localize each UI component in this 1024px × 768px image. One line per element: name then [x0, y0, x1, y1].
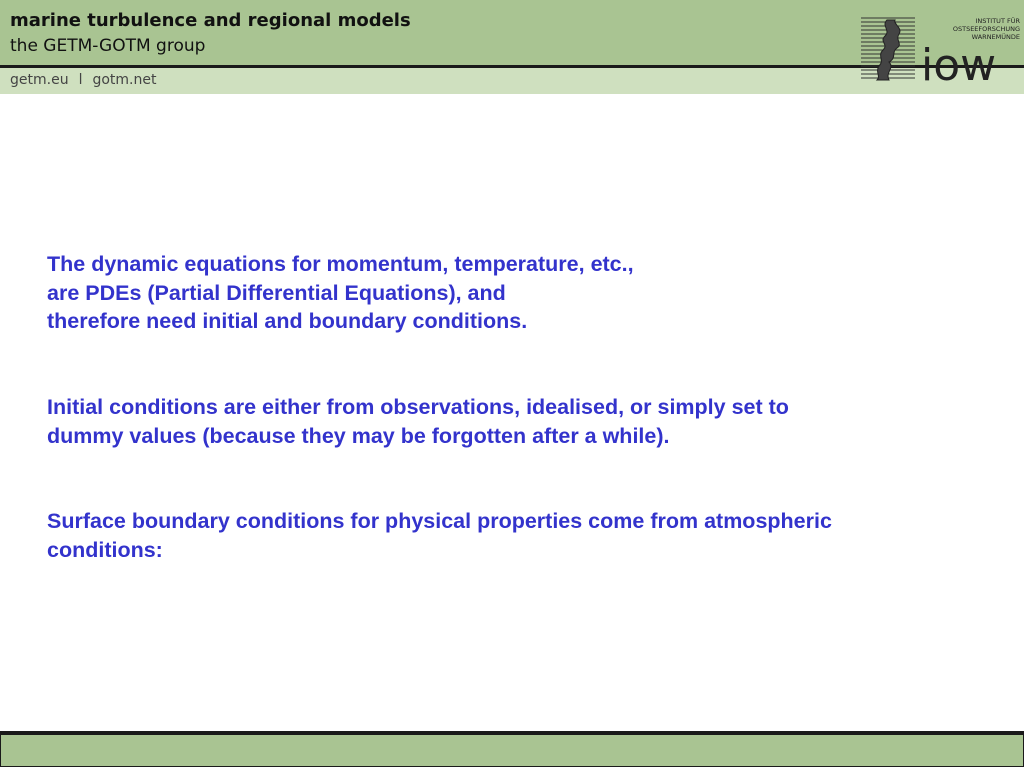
paragraph-line: dummy values (because they may be forgotten after a while). [47, 423, 670, 448]
paragraph-initial-conditions [47, 393, 789, 450]
link-getm[interactable]: getm.eu [10, 72, 69, 88]
paragraph-line: conditions: [47, 537, 163, 562]
paragraph-line: are PDEs (Partial Differential Equations), and [47, 280, 506, 305]
paragraph-line: therefore need initial and boundary conditions. [47, 309, 528, 333]
paragraph-surface-boundary [47, 507, 832, 564]
paragraph-dynamic-equations [47, 250, 634, 336]
header-links [10, 72, 156, 88]
logo-line-1: INSTITUT FÜR [975, 17, 1020, 25]
logo-institute-text [920, 17, 1020, 41]
paragraph-line: Initial conditions are either from observations, idealised, or simply set to [47, 395, 789, 419]
page-title: marine turbulence and regional models [10, 10, 411, 31]
paragraph-line: The dynamic equations for momentum, temperature, etc., [47, 252, 634, 276]
logo-wordmark: iow [921, 40, 997, 84]
logo-line-2: OSTSEEFORSCHUNG [952, 25, 1020, 33]
link-gotm[interactable]: gotm.net [92, 72, 157, 88]
page-subtitle: the GETM-GOTM group [10, 36, 206, 56]
link-separator: l [78, 72, 83, 88]
logo-line-3: WARNEMÜNDE [971, 33, 1020, 41]
footer-bar [0, 735, 1024, 767]
paragraph-line: Surface boundary conditions for physical properties come from atmospheric [47, 509, 832, 533]
